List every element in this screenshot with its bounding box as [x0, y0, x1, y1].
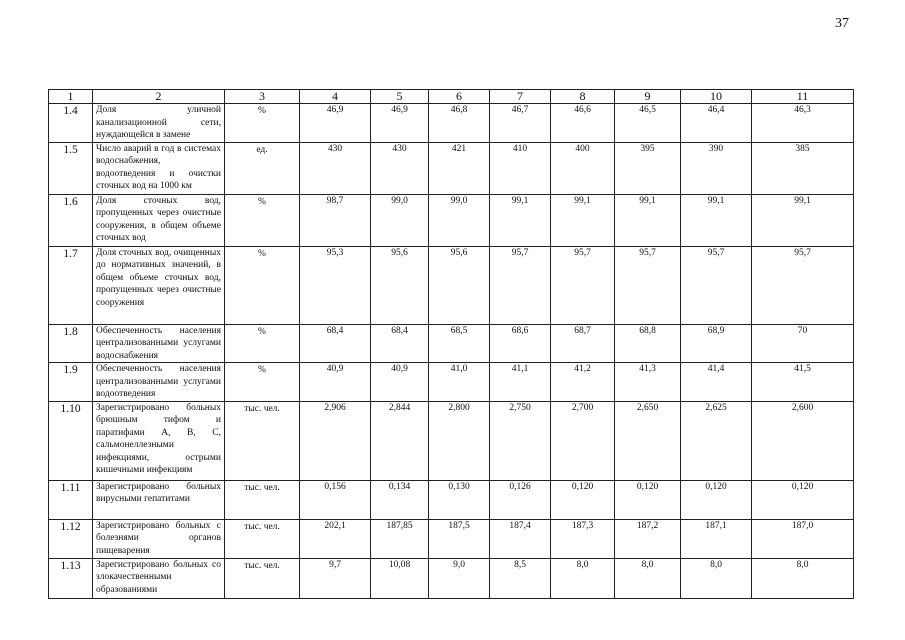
- value-cell: 95,6: [371, 246, 429, 324]
- row-number: 1.10: [49, 401, 93, 480]
- unit-cell: тыс. чел.: [225, 519, 300, 558]
- column-header: 8: [551, 90, 615, 104]
- indicator-name: Доля сточных вод, пропущенных через очистные сооружения, в общем объеме сточных вод: [93, 194, 225, 246]
- row-number: 1.5: [49, 142, 93, 194]
- indicators-table: [48, 89, 854, 599]
- value-cell: 41,4: [681, 363, 752, 402]
- value-cell: 0,120: [551, 480, 615, 519]
- table-row: [49, 324, 854, 363]
- value-cell: 95,6: [429, 246, 490, 324]
- table-row: [49, 104, 854, 143]
- value-cell: 2,844: [371, 401, 429, 480]
- value-cell: 40,9: [371, 363, 429, 402]
- column-header: 11: [752, 90, 854, 104]
- indicator-name: Зарегистрировано больных брюшным тифом и паратифами А, В, С, сальмонеллезными инфекциями, острыми кишечными инфекциям: [93, 401, 225, 480]
- value-cell: 40,9: [300, 363, 371, 402]
- row-number: 1.12: [49, 519, 93, 558]
- value-cell: 2,700: [551, 401, 615, 480]
- page-number: 37: [835, 16, 849, 31]
- value-cell: 8,0: [551, 558, 615, 598]
- value-cell: 8,0: [681, 558, 752, 598]
- value-cell: 46,4: [681, 104, 752, 143]
- value-cell: 385: [752, 142, 854, 194]
- header-row: [49, 90, 854, 104]
- value-cell: 0,156: [300, 480, 371, 519]
- value-cell: 9,7: [300, 558, 371, 598]
- column-header: 5: [371, 90, 429, 104]
- column-header: 2: [93, 90, 225, 104]
- value-cell: 0,120: [681, 480, 752, 519]
- value-cell: 99,1: [551, 194, 615, 246]
- value-cell: 187,2: [615, 519, 681, 558]
- row-number: 1.7: [49, 246, 93, 324]
- value-cell: 46,3: [752, 104, 854, 143]
- value-cell: 68,4: [371, 324, 429, 363]
- row-number: 1.8: [49, 324, 93, 363]
- indicator-name: Обеспеченность населения централизованными услугами водоотведения: [93, 363, 225, 402]
- value-cell: 10,08: [371, 558, 429, 598]
- value-cell: 2,650: [615, 401, 681, 480]
- value-cell: 46,9: [371, 104, 429, 143]
- column-header: 10: [681, 90, 752, 104]
- column-header: 9: [615, 90, 681, 104]
- value-cell: 8,0: [752, 558, 854, 598]
- value-cell: 41,2: [551, 363, 615, 402]
- table-row: [49, 480, 854, 519]
- row-number: 1.9: [49, 363, 93, 402]
- value-cell: 187,5: [429, 519, 490, 558]
- value-cell: 202,1: [300, 519, 371, 558]
- value-cell: 70: [752, 324, 854, 363]
- value-cell: 8,0: [615, 558, 681, 598]
- unit-cell: тыс. чел.: [225, 401, 300, 480]
- value-cell: 99,1: [681, 194, 752, 246]
- indicator-name: Зарегистрировано больных со злокачественными образованиями: [93, 558, 225, 598]
- unit-cell: тыс. чел.: [225, 480, 300, 519]
- value-cell: 9,0: [429, 558, 490, 598]
- value-cell: 46,5: [615, 104, 681, 143]
- unit-cell: тыс. чел.: [225, 558, 300, 598]
- unit-cell: %: [225, 104, 300, 143]
- row-number: 1.4: [49, 104, 93, 143]
- unit-cell: ед.: [225, 142, 300, 194]
- value-cell: 187,1: [681, 519, 752, 558]
- row-number: 1.11: [49, 480, 93, 519]
- value-cell: 2,625: [681, 401, 752, 480]
- value-cell: 41,3: [615, 363, 681, 402]
- value-cell: 8,5: [490, 558, 551, 598]
- value-cell: 68,6: [490, 324, 551, 363]
- indicator-name: Доля сточных вод, очищенных до нормативных значений, в общем объеме сточных вод, пропущенных через очистные сооружения: [93, 246, 225, 324]
- column-header: 4: [300, 90, 371, 104]
- value-cell: 430: [371, 142, 429, 194]
- table-row: [49, 194, 854, 246]
- table-row: [49, 142, 854, 194]
- value-cell: 95,7: [551, 246, 615, 324]
- value-cell: 46,7: [490, 104, 551, 143]
- value-cell: 46,8: [429, 104, 490, 143]
- value-cell: 95,7: [752, 246, 854, 324]
- value-cell: 41,1: [490, 363, 551, 402]
- value-cell: 99,1: [615, 194, 681, 246]
- indicator-name: Число аварий в год в системах водоснабжения, водоотведения и очистки сточных вод на 1000 км: [93, 142, 225, 194]
- value-cell: 187,3: [551, 519, 615, 558]
- value-cell: 0,120: [752, 480, 854, 519]
- value-cell: 68,5: [429, 324, 490, 363]
- value-cell: 68,9: [681, 324, 752, 363]
- column-header: 6: [429, 90, 490, 104]
- value-cell: 395: [615, 142, 681, 194]
- value-cell: 46,6: [551, 104, 615, 143]
- value-cell: 95,7: [681, 246, 752, 324]
- indicator-name: Зарегистрировано больных с болезнями органов пищеварения: [93, 519, 225, 558]
- table-row: [49, 246, 854, 324]
- column-header: 3: [225, 90, 300, 104]
- value-cell: 68,7: [551, 324, 615, 363]
- value-cell: 0,134: [371, 480, 429, 519]
- value-cell: 0,126: [490, 480, 551, 519]
- column-header: 1: [49, 90, 93, 104]
- unit-cell: %: [225, 324, 300, 363]
- value-cell: 400: [551, 142, 615, 194]
- indicator-name: Доля уличной канализационной сети, нуждающейся в замене: [93, 104, 225, 143]
- value-cell: 2,750: [490, 401, 551, 480]
- unit-cell: %: [225, 246, 300, 324]
- indicator-name: Обеспеченность населения централизованными услугами водоснабжения: [93, 324, 225, 363]
- value-cell: 95,7: [615, 246, 681, 324]
- table-row: [49, 558, 854, 598]
- value-cell: 187,85: [371, 519, 429, 558]
- table-row: [49, 363, 854, 402]
- table-row: [49, 401, 854, 480]
- value-cell: 430: [300, 142, 371, 194]
- value-cell: 41,5: [752, 363, 854, 402]
- value-cell: 99,0: [429, 194, 490, 246]
- value-cell: 98,7: [300, 194, 371, 246]
- value-cell: 390: [681, 142, 752, 194]
- value-cell: 2,906: [300, 401, 371, 480]
- value-cell: 0,120: [615, 480, 681, 519]
- row-number: 1.13: [49, 558, 93, 598]
- value-cell: 99,1: [490, 194, 551, 246]
- value-cell: 187,0: [752, 519, 854, 558]
- value-cell: 68,4: [300, 324, 371, 363]
- table-row: [49, 519, 854, 558]
- value-cell: 421: [429, 142, 490, 194]
- column-header: 7: [490, 90, 551, 104]
- row-number: 1.6: [49, 194, 93, 246]
- value-cell: 187,4: [490, 519, 551, 558]
- unit-cell: %: [225, 363, 300, 402]
- value-cell: 2,600: [752, 401, 854, 480]
- value-cell: 95,7: [490, 246, 551, 324]
- value-cell: 68,8: [615, 324, 681, 363]
- value-cell: 410: [490, 142, 551, 194]
- value-cell: 99,1: [752, 194, 854, 246]
- value-cell: 2,800: [429, 401, 490, 480]
- unit-cell: %: [225, 194, 300, 246]
- value-cell: 46,9: [300, 104, 371, 143]
- value-cell: 99,0: [371, 194, 429, 246]
- indicator-name: Зарегистрировано больных вирусными гепатитами: [93, 480, 225, 519]
- value-cell: 95,3: [300, 246, 371, 324]
- value-cell: 41,0: [429, 363, 490, 402]
- value-cell: 0,130: [429, 480, 490, 519]
